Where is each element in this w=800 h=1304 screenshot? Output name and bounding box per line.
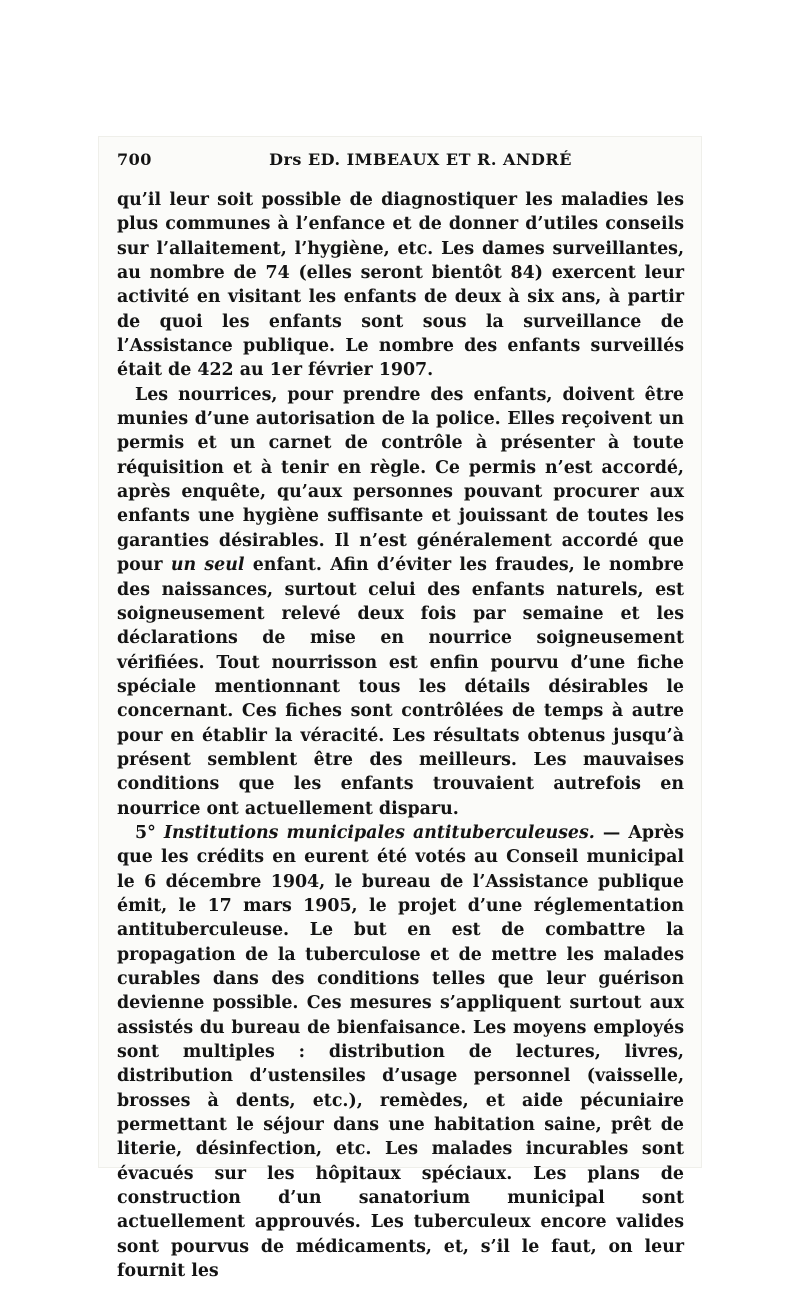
page-number: 700: [117, 150, 152, 169]
paragraph-text: Les nourrices, pour prendre des enfants, doivent être munies d’une autorisation de la police. Elles reçoivent un permis et un carnet de contrôle à présenter à toute réquisition et à tenir en règle. Ce permis n’est accordé, après enquête, qu’aux personnes pouvant procurer aux enfants une hygiène suffisante et jouissant de toutes les garanties désirables. Il n’est généralement accordé que pour: [117, 384, 684, 576]
section-number: 5°: [135, 822, 156, 843]
paragraph-text: qu’il leur soit possible de diagnostiquer les maladies les plus communes à l’enfance et de donner d’utiles conseils sur l’allaitement, l’hygiène, etc. Les dames surveillantes, au nombre de 74 (elles seront bientôt 84) exercent leur activité en visitant les enfants de deux à six ans, à partir de quoi les enfants sont sous la surveillance de l’Assistance publique. Le nombre des enfants surveillés était de 422 au 1er février 1907.: [117, 190, 684, 381]
body-text: [117, 188, 684, 1283]
paragraph-institutions: [117, 821, 684, 1284]
paragraph-text: enfant. Afin d’éviter les fraudes, le nombre des naissances, surtout celui des enfants naturels, est soigneusement relevé deux fois par semaine et les déclarations de mise en nourrice soigneusement vérifiées. Tout nourrisson est enfin pourvu d’une fiche spéciale mentionnant tous les détails désirables le concernant. Ces fiches sont contrôlées de temps à autre pour en établir la véracité. Les résultats obtenus jusqu’à présent semblent être des meilleurs. Les mauvaises conditions que les enfants trouvaient autrefois en nourrice ont actuellement disparu.: [117, 555, 684, 819]
running-head: Drs ED. IMBEAUX ET R. ANDRÉ: [269, 150, 572, 169]
paragraph-nourrices: [117, 383, 684, 821]
page-header: [117, 150, 684, 172]
emphasis-text: un seul: [170, 555, 245, 576]
paragraph-continued: [117, 188, 684, 383]
paragraph-text: — Après que les crédits en eurent été votés au Conseil municipal le 6 décembre 1904, le bureau de l’Assistance publique émit, le 17 mars 1905, le projet d’une réglementation antituberculeuse. Le but en est de combattre la propagation de la tuberculose et de mettre les malades curables dans des conditions telles que leur guérison devienne possible. Ces mesures s’appliquent surtout aux assistés du bureau de bienfaisance. Les moyens employés sont multiples : distribution de lectures, livres, distribution d’ustensiles d’usage personnel (vaisselle, brosses à dents, etc.), remèdes, et aide pécuniaire permettant le séjour dans une habitation saine, prêt de literie, désinfection, etc. Les malades incurables sont évacués sur les hôpitaux spéciaux. Les plans de construction d’un sanatorium municipal sont actuellement approuvés. Les tuberculeux encore valides sont pourvus de médicaments, et, s’il le faut, on leur fournit les: [117, 822, 685, 1282]
section-heading: Institutions municipales antituberculeuses.: [163, 822, 595, 843]
